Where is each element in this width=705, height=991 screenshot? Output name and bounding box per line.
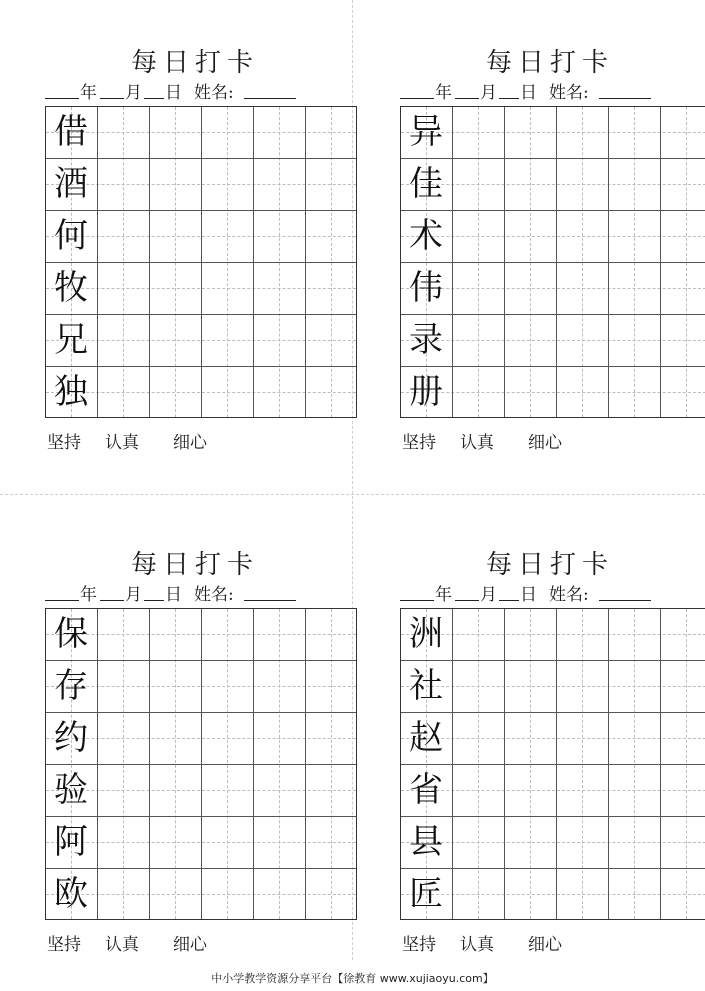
practice-cell[interactable] (609, 211, 659, 261)
writing-grid (400, 608, 705, 920)
practice-cell[interactable] (661, 107, 705, 157)
checkin-card (400, 0, 705, 470)
motto-careful: 细心 (528, 935, 562, 955)
practice-cell[interactable] (661, 367, 705, 417)
model-character: 洲 (409, 614, 443, 654)
practice-cell[interactable] (306, 159, 356, 209)
card-title: 每日打卡 (485, 550, 614, 580)
model-character: 欧 (54, 874, 88, 914)
practice-cell[interactable] (609, 263, 659, 313)
practice-cell[interactable] (306, 661, 356, 711)
model-character: 赵 (409, 718, 443, 758)
model-character: 验 (54, 770, 88, 810)
practice-cell[interactable] (150, 609, 200, 659)
practice-cell[interactable] (505, 869, 555, 919)
practice-cell[interactable] (306, 713, 356, 763)
practice-cell[interactable] (98, 765, 148, 815)
practice-cell[interactable] (505, 107, 555, 157)
practice-cell[interactable] (609, 159, 659, 209)
practice-cell[interactable] (306, 609, 356, 659)
practice-cell[interactable] (505, 609, 555, 659)
practice-cell[interactable] (150, 263, 200, 313)
practice-cell[interactable] (661, 159, 705, 209)
practice-cell[interactable] (306, 817, 356, 867)
practice-cell[interactable] (557, 211, 607, 261)
model-character: 阿 (54, 822, 88, 862)
month-blank[interactable] (455, 78, 479, 99)
practice-cell[interactable] (150, 211, 200, 261)
practice-cell[interactable] (661, 869, 705, 919)
motto-careful: 细心 (528, 433, 562, 453)
practice-cell[interactable] (505, 713, 555, 763)
practice-cell[interactable] (98, 211, 148, 261)
name-label: 姓名: (549, 585, 589, 605)
month-label: 月 (125, 83, 142, 103)
practice-cell[interactable] (254, 367, 304, 417)
model-character: 术 (409, 216, 443, 256)
practice-cell[interactable] (453, 159, 503, 209)
practice-cell[interactable] (557, 817, 607, 867)
practice-cell[interactable] (609, 661, 659, 711)
practice-cell[interactable] (609, 765, 659, 815)
practice-cell[interactable] (150, 765, 200, 815)
practice-cell[interactable] (202, 713, 252, 763)
practice-cell[interactable] (557, 609, 607, 659)
practice-cell[interactable] (98, 315, 148, 365)
year-label: 年 (80, 585, 97, 605)
practice-cell[interactable] (453, 765, 503, 815)
year-blank[interactable] (400, 580, 434, 601)
model-character: 存 (54, 666, 88, 706)
practice-cell[interactable] (557, 107, 607, 157)
practice-cell[interactable] (150, 159, 200, 209)
model-character: 约 (54, 718, 88, 758)
date-name-line (45, 580, 365, 604)
name-label: 姓名: (194, 585, 234, 605)
practice-cell[interactable] (557, 159, 607, 209)
motto-earnest: 认真 (105, 433, 139, 453)
model-character: 佳 (409, 164, 443, 204)
month-label: 月 (125, 585, 142, 605)
practice-cell[interactable] (254, 159, 304, 209)
practice-cell[interactable] (453, 609, 503, 659)
practice-cell[interactable] (150, 315, 200, 365)
year-label: 年 (80, 83, 97, 103)
motto-persist: 坚持 (402, 433, 436, 453)
practice-cell[interactable] (453, 661, 503, 711)
practice-cell[interactable] (254, 107, 304, 157)
name-blank[interactable] (244, 580, 296, 601)
practice-cell[interactable] (202, 765, 252, 815)
model-character: 保 (54, 614, 88, 654)
motto-earnest: 认真 (105, 935, 139, 955)
practice-cell[interactable] (661, 263, 705, 313)
practice-cell[interactable] (150, 661, 200, 711)
practice-cell[interactable] (150, 713, 200, 763)
model-character: 社 (409, 666, 443, 706)
year-blank[interactable] (400, 78, 434, 99)
month-label: 月 (480, 585, 497, 605)
practice-cell[interactable] (150, 869, 200, 919)
practice-cell[interactable] (661, 765, 705, 815)
practice-cell[interactable] (202, 263, 252, 313)
practice-cell[interactable] (661, 315, 705, 365)
model-character: 何 (54, 216, 88, 256)
card-title: 每日打卡 (130, 550, 259, 580)
motto-careful: 细心 (173, 433, 207, 453)
practice-cell[interactable] (453, 367, 503, 417)
practice-cell[interactable] (453, 263, 503, 313)
model-character: 县 (409, 822, 443, 862)
practice-cell[interactable] (505, 315, 555, 365)
practice-cell[interactable] (661, 817, 705, 867)
model-character: 牧 (54, 268, 88, 308)
practice-cell[interactable] (609, 817, 659, 867)
practice-cell[interactable] (557, 713, 607, 763)
model-character: 录 (409, 320, 443, 360)
practice-cell[interactable] (609, 609, 659, 659)
practice-cell[interactable] (98, 263, 148, 313)
motto-earnest: 认真 (460, 433, 494, 453)
practice-cell[interactable] (202, 159, 252, 209)
practice-cell[interactable] (557, 869, 607, 919)
practice-cell[interactable] (609, 713, 659, 763)
practice-cell[interactable] (505, 367, 555, 417)
checkin-card (45, 502, 365, 972)
practice-cell[interactable] (202, 211, 252, 261)
footer-text: 中小学教学资源分享平台【徐教育 www.xujiaoyu.com】 (211, 972, 494, 985)
month-blank[interactable] (100, 580, 124, 601)
motto-persist: 坚持 (47, 935, 81, 955)
practice-cell[interactable] (661, 211, 705, 261)
practice-cell[interactable] (306, 765, 356, 815)
practice-cell[interactable] (557, 765, 607, 815)
model-character: 册 (409, 372, 443, 412)
checkin-card (45, 0, 365, 470)
day-blank[interactable] (144, 78, 164, 99)
practice-cell[interactable] (254, 817, 304, 867)
practice-cell[interactable] (453, 817, 503, 867)
date-name-line (400, 580, 705, 604)
practice-cell[interactable] (453, 315, 503, 365)
practice-cell[interactable] (609, 107, 659, 157)
practice-cell[interactable] (453, 107, 503, 157)
practice-cell[interactable] (254, 609, 304, 659)
model-character: 异 (409, 112, 443, 152)
card-title: 每日打卡 (485, 48, 614, 78)
practice-cell[interactable] (609, 869, 659, 919)
practice-cell[interactable] (505, 765, 555, 815)
practice-cell[interactable] (609, 367, 659, 417)
day-label: 日 (165, 585, 182, 605)
practice-cell[interactable] (202, 315, 252, 365)
motto-earnest: 认真 (460, 935, 494, 955)
day-blank[interactable] (144, 580, 164, 601)
checkin-card (400, 502, 705, 972)
practice-cell[interactable] (202, 367, 252, 417)
day-blank[interactable] (499, 78, 519, 99)
motto-careful: 细心 (173, 935, 207, 955)
motto-persist: 坚持 (47, 433, 81, 453)
model-character: 兄 (54, 320, 88, 360)
practice-cell[interactable] (150, 107, 200, 157)
practice-cell[interactable] (306, 211, 356, 261)
practice-cell[interactable] (306, 869, 356, 919)
practice-cell[interactable] (306, 107, 356, 157)
practice-cell[interactable] (202, 107, 252, 157)
practice-cell[interactable] (254, 661, 304, 711)
practice-cell[interactable] (453, 713, 503, 763)
practice-cell[interactable] (98, 107, 148, 157)
practice-cell[interactable] (505, 211, 555, 261)
practice-cell[interactable] (557, 263, 607, 313)
practice-cell[interactable] (306, 367, 356, 417)
practice-cell[interactable] (453, 869, 503, 919)
year-blank[interactable] (45, 78, 79, 99)
practice-cell[interactable] (254, 263, 304, 313)
year-label: 年 (435, 585, 452, 605)
day-blank[interactable] (499, 580, 519, 601)
month-label: 月 (480, 83, 497, 103)
name-blank[interactable] (599, 580, 651, 601)
practice-cell[interactable] (453, 211, 503, 261)
practice-cell[interactable] (98, 817, 148, 867)
model-character: 省 (409, 770, 443, 810)
model-character: 伟 (409, 268, 443, 308)
year-label: 年 (435, 83, 452, 103)
day-label: 日 (520, 83, 537, 103)
model-character: 酒 (54, 164, 88, 204)
name-label: 姓名: (549, 83, 589, 103)
practice-cell[interactable] (505, 661, 555, 711)
practice-cell[interactable] (150, 367, 200, 417)
practice-cell[interactable] (202, 661, 252, 711)
practice-cell[interactable] (306, 315, 356, 365)
practice-cell[interactable] (505, 159, 555, 209)
practice-cell[interactable] (98, 367, 148, 417)
practice-cell[interactable] (98, 661, 148, 711)
card-title: 每日打卡 (130, 48, 259, 78)
month-blank[interactable] (455, 580, 479, 601)
practice-cell[interactable] (557, 315, 607, 365)
name-label: 姓名: (194, 83, 234, 103)
practice-cell[interactable] (254, 315, 304, 365)
practice-cell[interactable] (202, 869, 252, 919)
practice-cell[interactable] (202, 609, 252, 659)
practice-cell[interactable] (505, 817, 555, 867)
model-character: 独 (54, 372, 88, 412)
practice-cell[interactable] (98, 869, 148, 919)
name-blank[interactable] (599, 78, 651, 99)
practice-cell[interactable] (254, 765, 304, 815)
writing-grid (400, 106, 705, 418)
day-label: 日 (520, 585, 537, 605)
practice-cell[interactable] (98, 713, 148, 763)
date-name-line (45, 78, 365, 102)
practice-cell[interactable] (150, 817, 200, 867)
day-label: 日 (165, 83, 182, 103)
name-blank[interactable] (244, 78, 296, 99)
month-blank[interactable] (100, 78, 124, 99)
practice-cell[interactable] (254, 869, 304, 919)
practice-cell[interactable] (661, 713, 705, 763)
motto-persist: 坚持 (402, 935, 436, 955)
practice-cell[interactable] (306, 263, 356, 313)
practice-cell[interactable] (254, 211, 304, 261)
practice-cell[interactable] (661, 661, 705, 711)
model-character: 借 (54, 112, 88, 152)
writing-grid (45, 106, 357, 418)
practice-cell[interactable] (98, 159, 148, 209)
model-character: 匠 (409, 874, 443, 914)
date-name-line (400, 78, 705, 102)
practice-cell[interactable] (609, 315, 659, 365)
year-blank[interactable] (45, 580, 79, 601)
practice-cell[interactable] (661, 609, 705, 659)
practice-cell[interactable] (202, 817, 252, 867)
practice-cell[interactable] (98, 609, 148, 659)
writing-grid (45, 608, 357, 920)
practice-cell[interactable] (557, 367, 607, 417)
horizontal-cut-line (0, 494, 705, 495)
practice-cell[interactable] (505, 263, 555, 313)
practice-cell[interactable] (557, 661, 607, 711)
practice-cell[interactable] (254, 713, 304, 763)
